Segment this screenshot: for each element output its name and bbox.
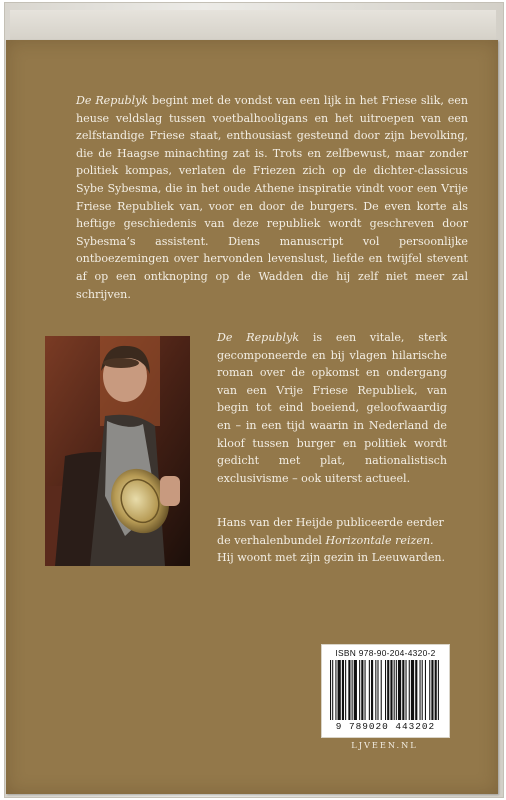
publisher-website: LJVEEN.NL (351, 740, 418, 750)
barcode-bar (411, 660, 414, 720)
barcode-bars (330, 660, 440, 720)
barcode-bar (438, 660, 439, 720)
bio-intro: Hans van der Heijde publiceerde eerder de verhalenbundel (217, 516, 444, 547)
barcode-bar (398, 660, 401, 720)
barcode-bar (381, 660, 382, 720)
barcode-bar (390, 660, 392, 720)
barcode-bar (359, 660, 360, 720)
barcode-bar (435, 660, 437, 720)
book-title-italic: De Republyk (76, 94, 149, 107)
barcode-bar (345, 660, 346, 720)
book-title-italic: De Republyk (217, 331, 300, 344)
isbn-number: ISBN 978-90-204-4320-2 (335, 648, 436, 658)
author-photo-image (45, 336, 190, 566)
barcode-bar (405, 660, 406, 720)
barcode-bar (342, 660, 344, 720)
barcode-bar (371, 660, 373, 720)
review-body: is een vitale, sterk gecomponeerde en bij vlagen hilarische roman over de opkomst en ondergang van een Vrije Friese Republiek, van begin tot eind boeiend, geloofwaardig en – in een tijd waarin in Nederland de kloof tussen burger en politiek wordt gedicht met plat, nationalistisch exclusivisme – ook uiterst actueel. (217, 331, 447, 485)
barcode-bar (354, 660, 357, 720)
barcode-bar (352, 660, 353, 720)
previous-work-title: Horizontale reizen. (325, 533, 434, 547)
barcode-bar (375, 660, 376, 720)
barcode-bar (429, 660, 430, 720)
barcode-bar (330, 660, 331, 720)
barcode-bar (387, 660, 389, 720)
barcode-bar (385, 660, 386, 720)
barcode-bar (420, 660, 421, 720)
cover-top-strip (10, 10, 496, 42)
bio-outro: Hij woont met zijn gezin in Leeuwarden. (217, 551, 446, 565)
barcode-bar (415, 660, 417, 720)
synopsis-body: begint met de vondst van een lijk in het Friese slik, een heuse veldslag tussen voetbalhooligans en het uitroepen van een zelfstandige Friese staat, enthousiast gesteund door zijn bevolking, die de Haagse minachting zat is. Trots en zelfbewust, maar zonder politiek kompas, verlaten de Friezen zich op de dichter-classicus Sybe Sybesma, die in het oude Athene inspiratie vindt voor een Vrije Friese Republiek van, voor en door de burgers. De even korte als heftige geschiedenis van deze republiek wordt geschreven door Sybesma’s assistent. Diens manuscript vol persoonlijke ontboezemingen over hervonden levenslust, liefde en twijfel stevent af op een ontknoping op de Wadden die hij zelf niet meer zal schrijven. (76, 94, 468, 301)
barcode-bar (431, 660, 433, 720)
author-bio (217, 514, 453, 567)
barcode-bar (377, 660, 378, 720)
isbn-barcode (321, 644, 450, 738)
barcode-bar (402, 660, 404, 720)
ean-digits: 9 789020 443202 (335, 721, 436, 732)
barcode-bar (361, 660, 363, 720)
barcode-bar (338, 660, 341, 720)
barcode-bar (396, 660, 397, 720)
author-photo (45, 336, 190, 566)
barcode-bar (348, 660, 350, 720)
barcode-bar (332, 660, 333, 720)
barcode-bar (425, 660, 426, 720)
barcode-bar (409, 660, 410, 720)
review-text (217, 329, 447, 487)
barcode-bar (365, 660, 366, 720)
synopsis-text (76, 92, 468, 303)
barcode-bar (369, 660, 370, 720)
barcode-bar (335, 660, 336, 720)
barcode-bar (422, 660, 423, 720)
barcode-bar (394, 660, 395, 720)
